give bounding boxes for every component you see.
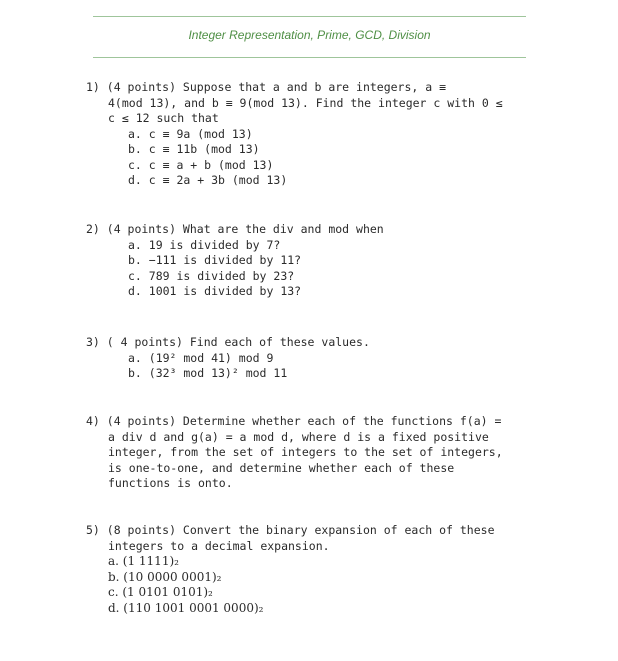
question-2 bbox=[86, 222, 586, 300]
question-2-item: b. −111 is divided by 11? bbox=[128, 253, 302, 267]
question-2-intro: 2) (4 points) What are the div and mod when bbox=[86, 222, 384, 236]
question-1-line: 1) (4 points) Suppose that a and b are integers, a ≡ bbox=[86, 80, 447, 94]
question-5-item: d. (110 1001 0001 0000)₂ bbox=[108, 600, 264, 615]
question-2-item: a. 19 is divided by 7? bbox=[128, 237, 281, 252]
question-5-item: a. (1 1111)₂ bbox=[108, 554, 179, 568]
title-divider bbox=[93, 57, 526, 58]
question-1-item: a. c ≡ 9a (mod 13) bbox=[128, 126, 253, 141]
question-4-line: 4) (4 points) Determine whether each of the functions f(a) = bbox=[86, 414, 502, 428]
question-1 bbox=[86, 80, 586, 189]
question-4-line: functions is onto. bbox=[108, 476, 233, 490]
question-4-line: a div d and g(a) = a mod d, where d is a fixed positive bbox=[108, 429, 489, 444]
question-2-item: c. 789 is divided by 23? bbox=[128, 268, 295, 283]
question-5-line: 5) (8 points) Convert the binary expansion of each of these bbox=[86, 523, 495, 537]
question-1-item: c. c ≡ a + b (mod 13) bbox=[128, 157, 274, 172]
question-1-item: d. c ≡ 2a + 3b (mod 13) bbox=[128, 173, 288, 187]
question-3-item: b. (32³ mod 13)² mod 11 bbox=[128, 366, 288, 380]
question-3-item: a. (19² mod 41) mod 9 bbox=[128, 350, 274, 365]
question-3 bbox=[86, 335, 586, 382]
question-5 bbox=[86, 523, 586, 616]
question-4 bbox=[86, 414, 586, 492]
question-1-line: c ≤ 12 such that bbox=[108, 111, 219, 125]
top-divider bbox=[93, 16, 526, 17]
question-3-intro: 3) ( 4 points) Find each of these values. bbox=[86, 335, 370, 349]
question-1-line: 4(mod 13), and b ≡ 9(mod 13). Find the integer c with 0 ≤ bbox=[108, 95, 503, 110]
question-5-item: c. (1 0101 0101)₂ bbox=[108, 585, 213, 599]
page-title: Integer Representation, Prime, GCD, Division bbox=[188, 28, 431, 42]
question-4-line: is one-to-one, and determine whether each of these bbox=[108, 460, 455, 475]
question-5-item: b. (10 0000 0001)₂ bbox=[108, 569, 222, 584]
question-4-line: integer, from the set of integers to the set of integers, bbox=[108, 445, 503, 459]
question-1-item: b. c ≡ 11b (mod 13) bbox=[128, 142, 260, 156]
question-5-line: integers to a decimal expansion. bbox=[108, 538, 330, 553]
question-2-item: d. 1001 is divided by 13? bbox=[128, 284, 302, 298]
